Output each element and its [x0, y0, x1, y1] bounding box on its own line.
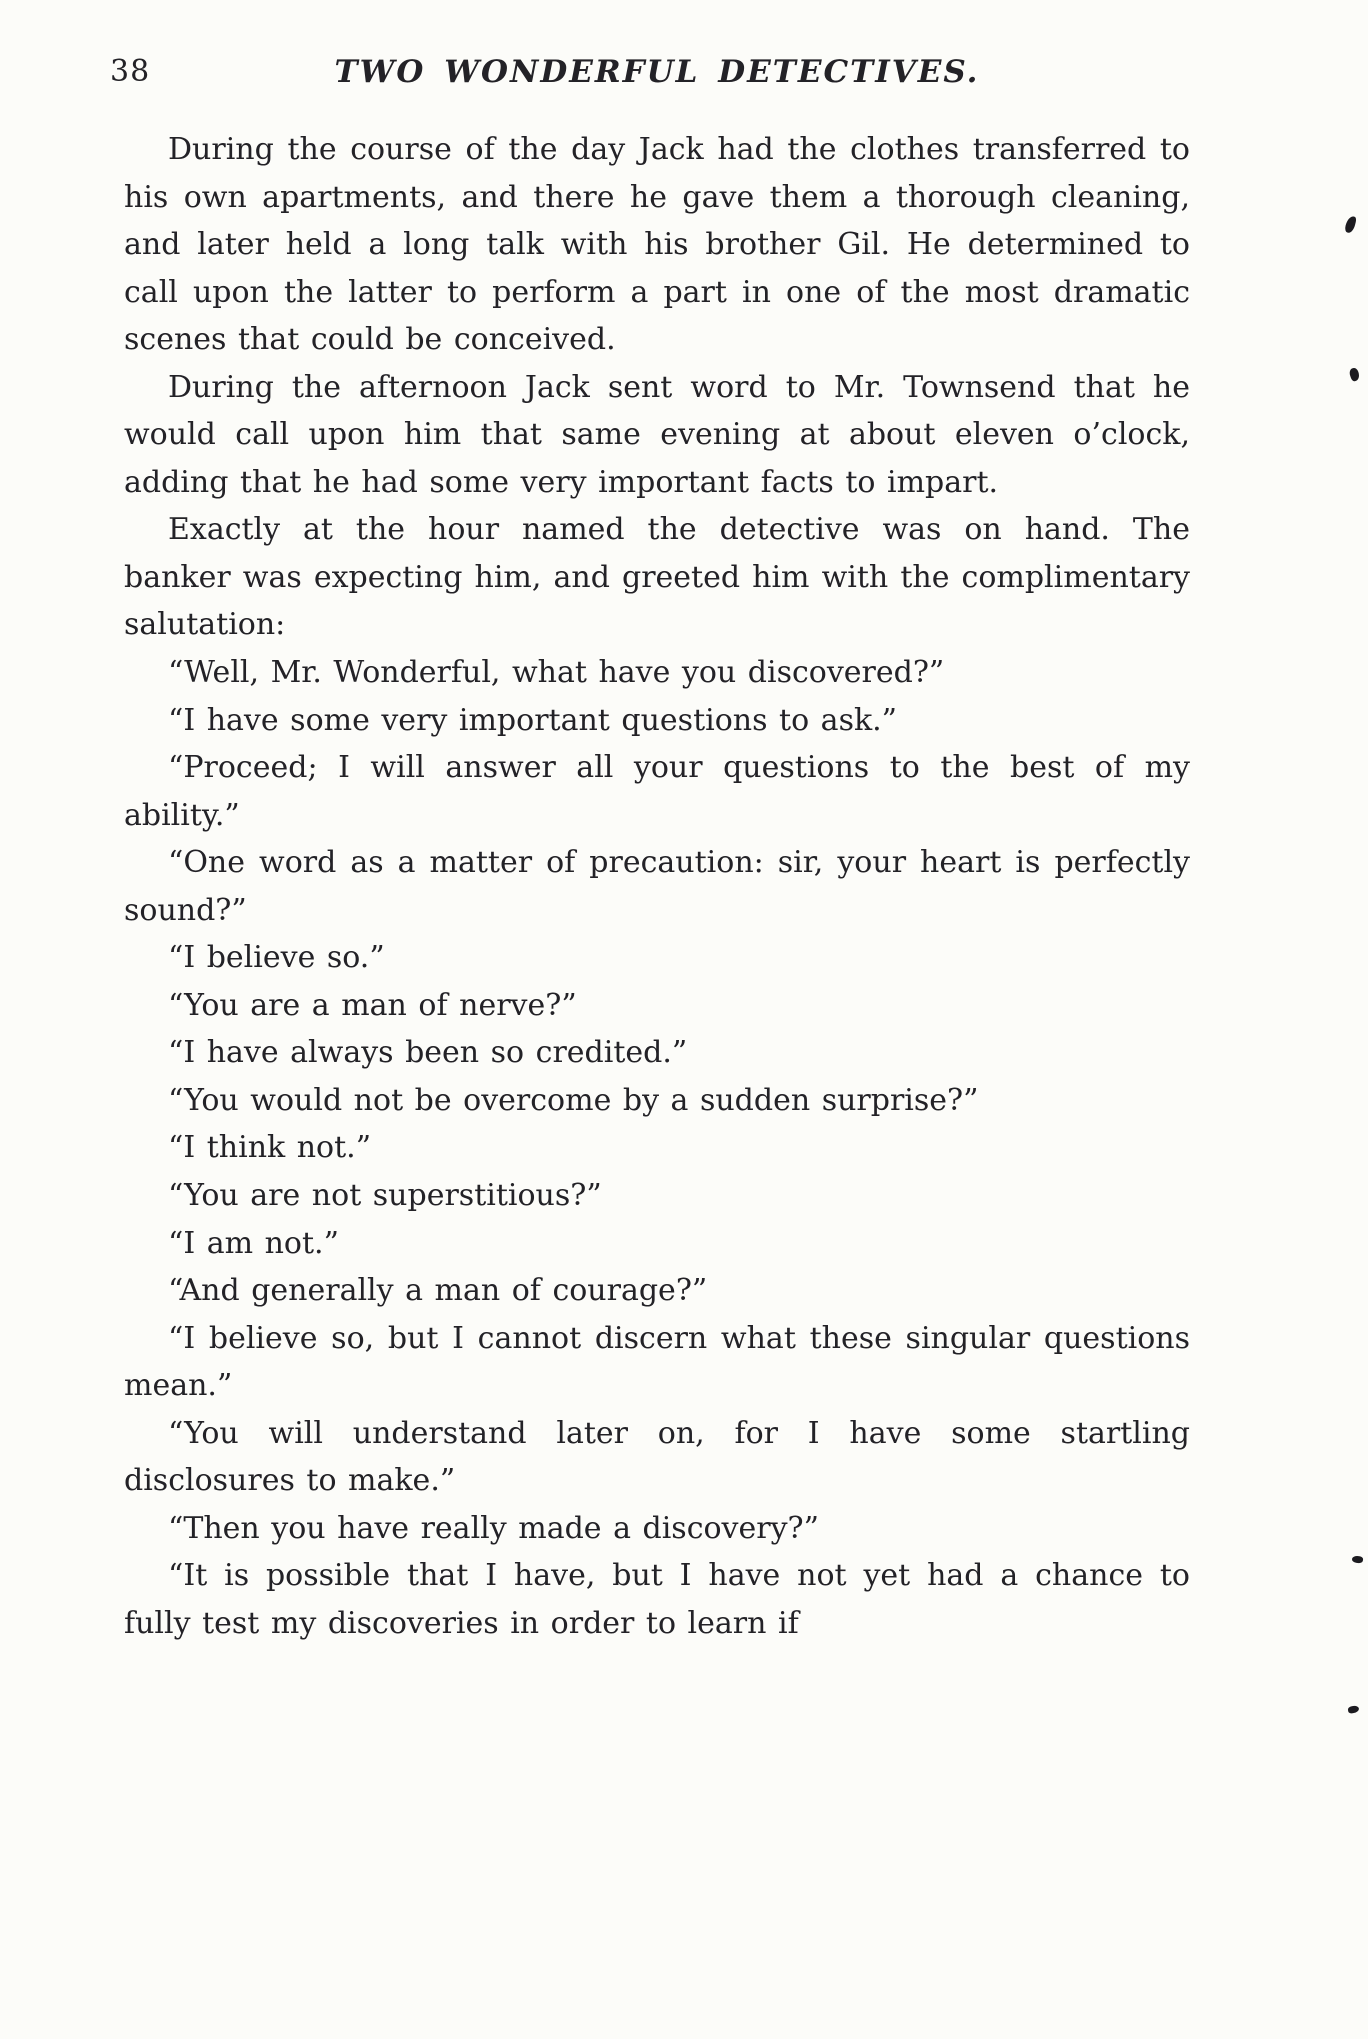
paragraph: “You are not superstitious?” — [168, 1178, 602, 1214]
paragraph: “You are a man of nerve?” — [168, 987, 577, 1023]
paragraph: “You will understand later on, for I have some startling disclosures to make.” — [124, 1415, 1190, 1499]
paragraph: “And generally a man of courage?” — [168, 1273, 708, 1309]
paragraph: “One word as a matter of precaution: sir, your heart is perfectly sound?” — [124, 845, 1190, 928]
paragraph: “I have some very important questions to ask.” — [168, 702, 898, 738]
ink-speck — [1344, 215, 1357, 234]
paragraph: “I have always been so credited.” — [168, 1035, 688, 1071]
page-number: 38 — [110, 54, 151, 89]
paragraph: “Well, Mr. Wonderful, what have you discovered?” — [168, 655, 945, 691]
paragraph: During the course of the day Jack had the clothes transferred to his own apartments, and there he gave them a thorough cleaning, and later held a long talk with his brother Gil. He determined to call upon the latter to perform a part in one of the most dramatic scenes that could be conceived. — [124, 132, 1190, 358]
ink-speck — [1347, 1705, 1359, 1714]
paragraph: “I think not.” — [168, 1130, 372, 1166]
paragraph: “Then you have really made a discovery?” — [168, 1510, 819, 1546]
page-body — [124, 126, 1190, 1648]
paragraph: “I am not.” — [168, 1225, 339, 1261]
paragraph: “Proceed; I will answer all your questions to the best of my ability.” — [124, 750, 1190, 833]
paragraph: Exactly at the hour named the detective was on hand. The banker was expecting him, and greeted him with the complimentary salutation: — [124, 512, 1190, 643]
paragraph: “I believe so, but I cannot discern what these singular questions mean.” — [124, 1320, 1190, 1404]
ink-speck — [1352, 1555, 1364, 1563]
page-header — [110, 54, 1190, 100]
paragraph: During the afternoon Jack sent word to Mr. Townsend that he would call upon him that same evening at about eleven o’clock, adding that he had some very important facts to impart. — [124, 369, 1190, 500]
ink-speck — [1348, 367, 1361, 382]
paragraph: “I believe so.” — [168, 940, 385, 976]
paragraph: “You would not be overcome by a sudden surprise?” — [168, 1082, 979, 1118]
paragraph: “It is possible that I have, but I have not yet had a chance to fully test my discoveries in order to learn if — [124, 1558, 1190, 1641]
running-title: TWO WONDERFUL DETECTIVES. — [334, 54, 980, 90]
